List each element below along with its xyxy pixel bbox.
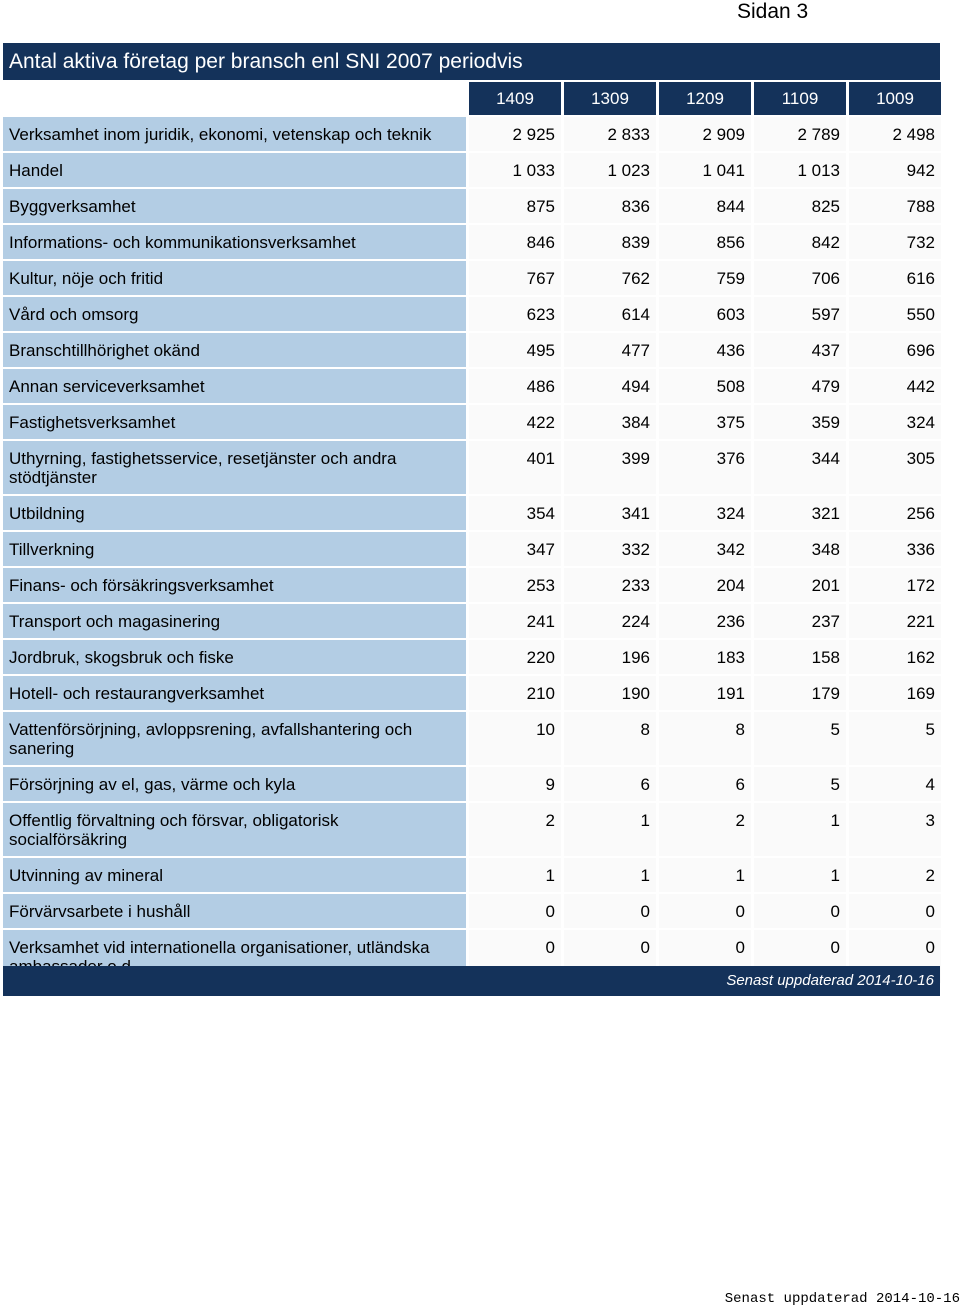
row-label: Finans- och försäkringsverksamhet <box>3 568 466 602</box>
table-footer-note: Senast uppdaterad 2014-10-16 <box>3 966 940 996</box>
row-value: 224 <box>561 604 656 638</box>
table-row <box>3 676 941 710</box>
row-value: 486 <box>466 369 561 403</box>
row-value: 1 033 <box>466 153 561 187</box>
row-value: 762 <box>561 261 656 295</box>
row-value: 942 <box>846 153 941 187</box>
column-header: 1109 <box>751 82 846 115</box>
row-label: Hotell- och restaurangverksamhet <box>3 676 466 710</box>
row-value: 0 <box>751 930 846 983</box>
row-value: 237 <box>751 604 846 638</box>
row-value: 2 925 <box>466 117 561 151</box>
row-value: 347 <box>466 532 561 566</box>
row-value: 6 <box>561 767 656 801</box>
table-row <box>3 153 941 187</box>
row-value: 183 <box>656 640 751 674</box>
table-row <box>3 496 941 530</box>
row-value: 332 <box>561 532 656 566</box>
row-label: Kultur, nöje och fritid <box>3 261 466 295</box>
row-label: Transport och magasinering <box>3 604 466 638</box>
row-label: Förvärvsarbete i hushåll <box>3 894 466 928</box>
row-value: 442 <box>846 369 941 403</box>
row-value: 179 <box>751 676 846 710</box>
row-value: 1 041 <box>656 153 751 187</box>
row-value: 0 <box>561 894 656 928</box>
row-value: 846 <box>466 225 561 259</box>
row-value: 324 <box>846 405 941 439</box>
row-value: 0 <box>656 930 751 983</box>
row-value: 6 <box>656 767 751 801</box>
row-label: Utbildning <box>3 496 466 530</box>
row-value: 2 833 <box>561 117 656 151</box>
row-label: Informations- och kommunikationsverksamhet <box>3 225 466 259</box>
row-label: Försörjning av el, gas, värme och kyla <box>3 767 466 801</box>
row-value: 162 <box>846 640 941 674</box>
table-body <box>3 117 941 983</box>
row-value: 477 <box>561 333 656 367</box>
row-value: 1 <box>561 858 656 892</box>
row-value: 856 <box>656 225 751 259</box>
row-value: 614 <box>561 297 656 331</box>
row-value: 9 <box>466 767 561 801</box>
row-value: 190 <box>561 676 656 710</box>
row-value: 204 <box>656 568 751 602</box>
table-row <box>3 405 941 439</box>
row-label: Verksamhet vid internationella organisationer, utländska <box>3 930 466 983</box>
row-value: 732 <box>846 225 941 259</box>
row-value: 376 <box>656 441 751 494</box>
row-value: 603 <box>656 297 751 331</box>
row-value: 399 <box>561 441 656 494</box>
page-footer: Senast uppdaterad 2014-10-16 <box>724 1291 960 1307</box>
row-label: Uthyrning, fastighetsservice, resetjänster och andra stödtjänster <box>3 441 466 494</box>
row-value: 0 <box>466 930 561 983</box>
row-value: 256 <box>846 496 941 530</box>
table-row <box>3 767 941 801</box>
row-label: Verksamhet inom juridik, ekonomi, vetenskap och teknik <box>3 117 466 151</box>
row-value: 696 <box>846 333 941 367</box>
column-header: 1009 <box>846 82 941 115</box>
page-number: Sidan 3 <box>737 0 809 23</box>
row-value: 233 <box>561 568 656 602</box>
row-value: 221 <box>846 604 941 638</box>
row-value: 0 <box>561 930 656 983</box>
row-value: 0 <box>751 894 846 928</box>
row-label: Annan serviceverksamhet <box>3 369 466 403</box>
industry-table <box>3 80 941 985</box>
row-label: Vård och omsorg <box>3 297 466 331</box>
row-value: 0 <box>846 930 941 983</box>
row-value: 359 <box>751 405 846 439</box>
row-value: 1 <box>656 858 751 892</box>
row-value: 437 <box>751 333 846 367</box>
row-value: 0 <box>656 894 751 928</box>
row-value: 836 <box>561 189 656 223</box>
row-value: 342 <box>656 532 751 566</box>
row-value: 336 <box>846 532 941 566</box>
row-value: 2 <box>656 803 751 856</box>
report-title: Antal aktiva företag per bransch enl SNI 2007 periodvis <box>3 43 940 80</box>
row-value: 169 <box>846 676 941 710</box>
row-value: 210 <box>466 676 561 710</box>
row-value: 839 <box>561 225 656 259</box>
row-value: 422 <box>466 405 561 439</box>
table-row <box>3 441 941 494</box>
row-value: 616 <box>846 261 941 295</box>
row-value: 172 <box>846 568 941 602</box>
row-value: 4 <box>846 767 941 801</box>
row-value: 759 <box>656 261 751 295</box>
row-value: 436 <box>656 333 751 367</box>
row-value: 1 <box>561 803 656 856</box>
table-row <box>3 297 941 331</box>
row-value: 479 <box>751 369 846 403</box>
table-row <box>3 225 941 259</box>
row-value: 1 023 <box>561 153 656 187</box>
table-row <box>3 640 941 674</box>
row-value: 10 <box>466 712 561 765</box>
row-value: 1 <box>751 858 846 892</box>
row-value: 324 <box>656 496 751 530</box>
table-row <box>3 333 941 367</box>
row-value: 508 <box>656 369 751 403</box>
row-value: 2 498 <box>846 117 941 151</box>
row-value: 623 <box>466 297 561 331</box>
row-label: Fastighetsverksamhet <box>3 405 466 439</box>
row-value: 706 <box>751 261 846 295</box>
row-value: 2 <box>466 803 561 856</box>
column-header: 1409 <box>466 82 561 115</box>
row-value: 3 <box>846 803 941 856</box>
row-label: Jordbruk, skogsbruk och fiske <box>3 640 466 674</box>
row-value: 220 <box>466 640 561 674</box>
table-row <box>3 532 941 566</box>
table-row <box>3 858 941 892</box>
row-value: 305 <box>846 441 941 494</box>
row-value: 196 <box>561 640 656 674</box>
row-value: 401 <box>466 441 561 494</box>
row-value: 236 <box>656 604 751 638</box>
row-value: 550 <box>846 297 941 331</box>
row-value: 191 <box>656 676 751 710</box>
row-value: 1 <box>466 858 561 892</box>
row-label: Utvinning av mineral <box>3 858 466 892</box>
row-value: 842 <box>751 225 846 259</box>
row-value: 2 <box>846 858 941 892</box>
row-label: Byggverksamhet <box>3 189 466 223</box>
table-row <box>3 604 941 638</box>
row-value: 344 <box>751 441 846 494</box>
table-row <box>3 803 941 856</box>
row-value: 0 <box>846 894 941 928</box>
row-value: 158 <box>751 640 846 674</box>
row-value: 5 <box>751 767 846 801</box>
row-value: 2 789 <box>751 117 846 151</box>
table-header-row <box>3 82 941 115</box>
row-value: 788 <box>846 189 941 223</box>
row-value: 494 <box>561 369 656 403</box>
row-value: 8 <box>561 712 656 765</box>
row-value: 201 <box>751 568 846 602</box>
row-value: 384 <box>561 405 656 439</box>
table-row <box>3 369 941 403</box>
table-row <box>3 894 941 928</box>
row-value: 0 <box>466 894 561 928</box>
row-value: 767 <box>466 261 561 295</box>
row-value: 321 <box>751 496 846 530</box>
column-header: 1209 <box>656 82 751 115</box>
table-row <box>3 117 941 151</box>
table-row <box>3 189 941 223</box>
header-blank-cell <box>3 82 466 115</box>
row-value: 1 <box>751 803 846 856</box>
table-row <box>3 568 941 602</box>
row-value: 2 909 <box>656 117 751 151</box>
row-value: 825 <box>751 189 846 223</box>
row-value: 375 <box>656 405 751 439</box>
row-value: 241 <box>466 604 561 638</box>
row-value: 875 <box>466 189 561 223</box>
row-label: Vattenförsörjning, avloppsrening, avfallshantering och sanering <box>3 712 466 765</box>
column-header: 1309 <box>561 82 656 115</box>
row-label: Tillverkning <box>3 532 466 566</box>
row-value: 495 <box>466 333 561 367</box>
row-value: 348 <box>751 532 846 566</box>
row-label: Handel <box>3 153 466 187</box>
row-value: 1 013 <box>751 153 846 187</box>
row-value: 5 <box>751 712 846 765</box>
row-value: 253 <box>466 568 561 602</box>
row-label: Branschtillhörighet okänd <box>3 333 466 367</box>
row-value: 354 <box>466 496 561 530</box>
row-value: 5 <box>846 712 941 765</box>
row-value: 341 <box>561 496 656 530</box>
table-row <box>3 261 941 295</box>
row-label: Offentlig förvaltning och försvar, obligatorisk socialförsäkring <box>3 803 466 856</box>
row-value: 597 <box>751 297 846 331</box>
row-value: 844 <box>656 189 751 223</box>
table-row <box>3 712 941 765</box>
row-value: 8 <box>656 712 751 765</box>
